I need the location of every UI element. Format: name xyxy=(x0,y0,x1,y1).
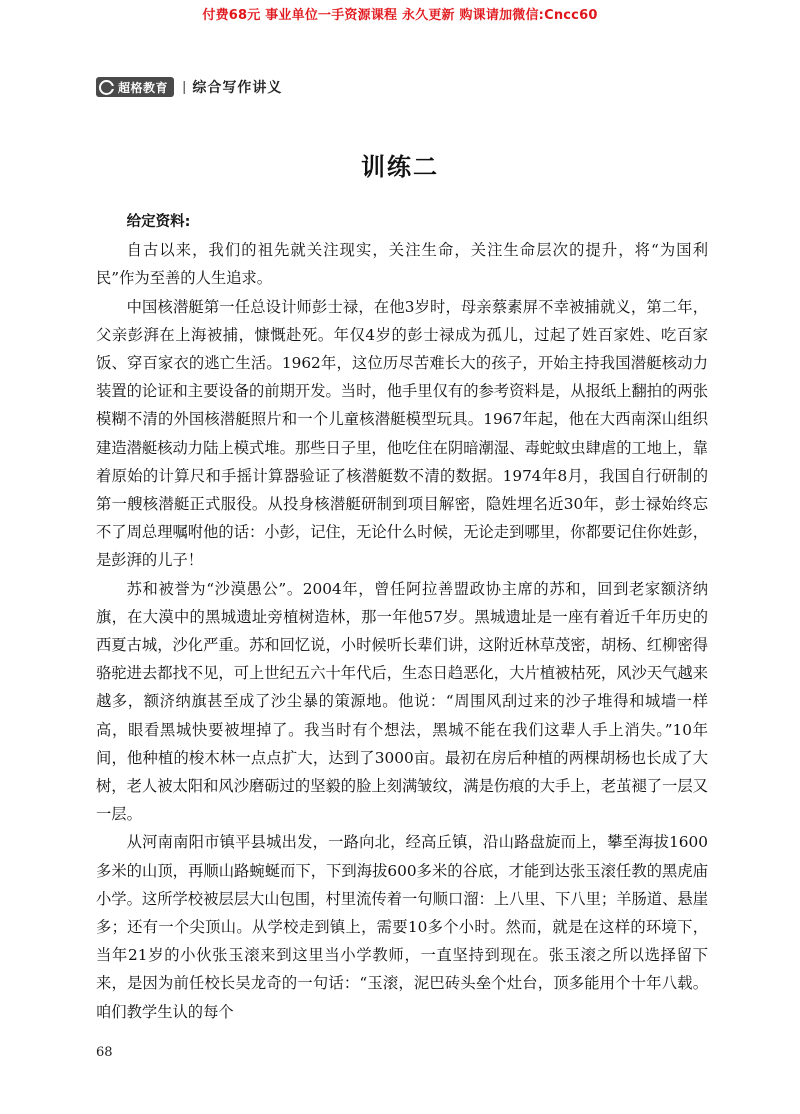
paragraph-intro: 自古以来，我们的祖先就关注现实，关注生命，关注生命层次的提升，将“为国利民”作为至善的人生追求。 xyxy=(96,241,708,288)
promo-banner: 付费68元 事业单位一手资源课程 永久更新 购课请加微信:Cncc60 xyxy=(202,8,598,23)
paragraph-peng-shilu: 中国核潜艇第一任总设计师彭士禄，在他3岁时，母亲蔡素屏不幸被捕就义，第二年，父亲彭湃在上海被捕，慷慨赴死。年仅4岁的彭士禄成为孤儿，过起了姓百家姓、吃百家饭、穿百家衣的逃亡生活。1962年，这位历尽苦难长大的孩子，开始主持我国潜艇核动力装置的论证和主要设备的前期开发。当时，他手里仅有的参考资料是，从报纸上翻拍的两张模糊不清的外国核潜艇照片和一个儿童核潜艇模型玩具。1967年起，他在大西南深山组织建造潜艇核动力陆上模式堆。那些日子里，他吃住在阴暗潮湿、毒蛇蚊虫肆虐的工地上，靠着原始的计算尺和手摇计算器验证了核潜艇数不清的数据。1974年8月，我国自行研制的第一艘核潜艇正式服役。从投身核潜艇研制到项目解密，隐姓埋名近30年，彭士禄始终忘不了周总理嘱咐他的话：小彭，记住，无论什么时候，无论走到哪里，你都要记住你姓彭，是彭湃的儿子！ xyxy=(96,297,708,570)
paragraph-zhang-yugun: 从河南南阳市镇平县城出发，一路向北，经高丘镇，沿山路盘旋而上，攀至海拔1600多米的山顶，再顺山路蜿蜒而下，下到海拔600多米的谷底，才能到达张玉滚任教的黑虎庙小学。这所学校被层层大山包围，村里流传着一句顺口溜：上八里、下八里；羊肠道、悬崖多；还有一个尖顶山。从学校走到镇上，需要10多个小时。然而，就是在这样的环境下，当年21岁的小伙张玉滚来到这里当小学教师，一直坚持到现在。张玉滚之所以选择留下来，是因为前任校长吴龙奇的一句话：“玉滚，泥巴砖头垒个灶台，顶多能用个十年八载。咱们教学生认的每个 xyxy=(96,833,708,1021)
header-separator: | xyxy=(182,79,187,95)
running-header xyxy=(96,76,282,98)
section-label: 给定资料: xyxy=(126,214,191,230)
logo-text: 超格教育 xyxy=(118,80,169,95)
paragraph-su-he: 苏和被誉为“沙漠愚公”。2004年，曾任阿拉善盟政协主席的苏和，回到老家额济纳旗，在大漠中的黑城遗址旁植树造林，那一年他57岁。黑城遗址是一座有着近千年历史的西夏古城，沙化严重。苏和回忆说，小时候听长辈们讲，这附近林草茂密，胡杨、红柳密得骆驼进去都找不见，可上世纪五六十年代后，生态日趋恶化，大片植被枯死，风沙天气越来越多，额济纳旗甚至成了沙尘暴的策源地。他说：“周围风刮过来的沙子堆得和城墙一样高，眼看黑城快要被埋掉了。我当时有个想法，黑城不能在我们这辈人手上消失。”10年间，他种植的梭木林一点点扩大，达到了3000亩。最初在房后种植的两棵胡杨也长成了大树，老人被太阳和风沙磨砺过的坚毅的脸上刻满皱纹，满是伤痕的大手上，老茧褪了一层又一层。 xyxy=(96,579,708,824)
document-body xyxy=(96,207,708,1026)
page-number: 68 xyxy=(96,1045,113,1060)
logo-g-icon xyxy=(99,80,114,95)
page-title: 训练二 xyxy=(361,153,439,181)
publisher-logo xyxy=(96,77,174,97)
header-title: 综合写作讲义 xyxy=(192,80,283,96)
